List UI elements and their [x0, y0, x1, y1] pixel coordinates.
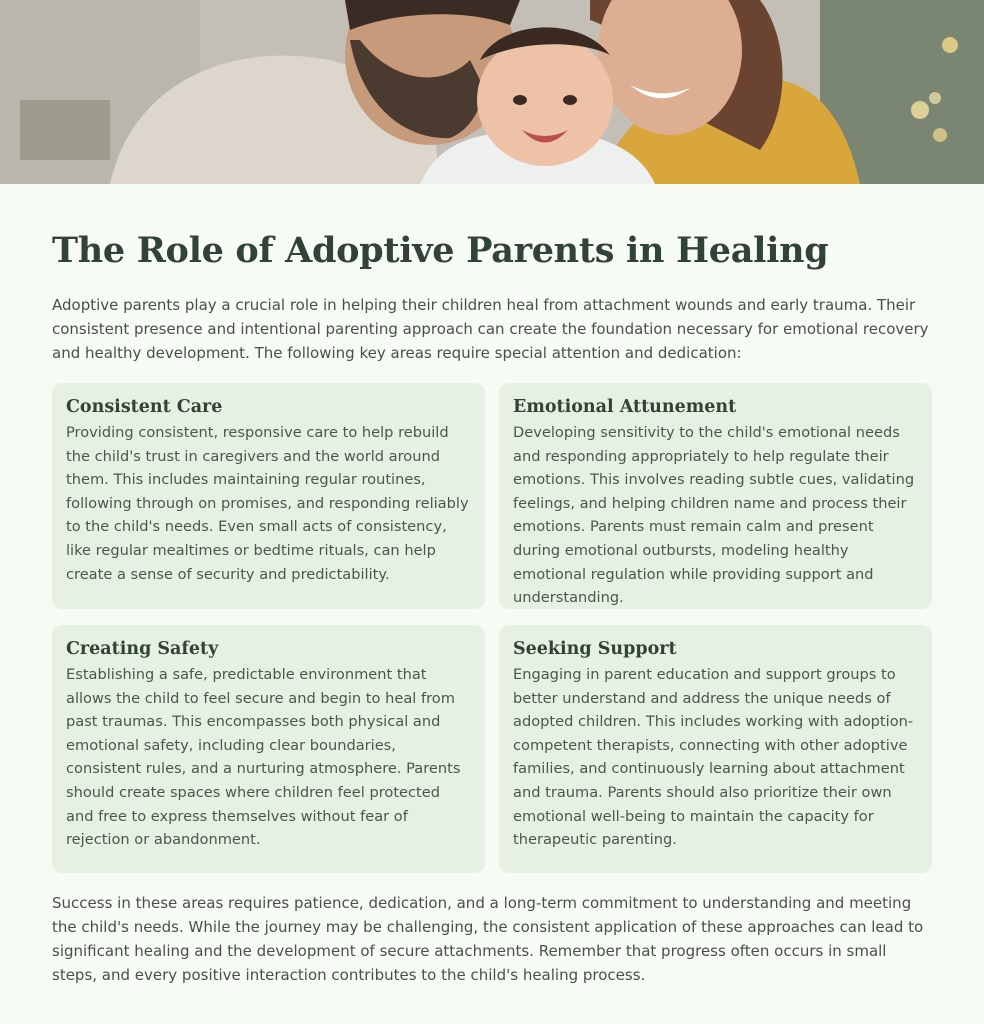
hero-family-photo [0, 0, 984, 184]
card-emotional-attunement [499, 383, 932, 609]
family-photo-image [0, 0, 984, 184]
card-seeking-support [499, 625, 932, 873]
card-body: Developing sensitivity to the child's emotional needs and responding appropriately to help regulate their emotions. This involves reading subtle cues, validating feelings, and helping children name and process their emotions. Parents must remain calm and present during emotional outbursts, modeling healthy emotional regulation while providing support and understanding. [513, 424, 915, 607]
card-body: Engaging in parent education and support groups to better understand and address the unique needs of adopted children. This includes working with adoption-competent therapists, connecting with other adoptive families, and continuously learning about attachment and trauma. Parents should also prioritize their own emotional well-being to maintain the capacity for therapeutic parenting. [513, 666, 914, 849]
card-consistent-care [52, 383, 485, 609]
card-title: Consistent Care [66, 397, 223, 417]
outro-paragraph: Success in these areas requires patience, dedication, and a long-term commitment to understanding and meeting the child's needs. While the journey may be challenging, the consistent application of these approaches can lead to significant healing and the development of secure attachments. Remember that progress often occurs in small steps, and every positive interaction contributes to the child's healing process. [52, 894, 924, 984]
card-creating-safety [52, 625, 485, 873]
card-title: Seeking Support [513, 639, 677, 659]
card-title: Creating Safety [66, 639, 219, 659]
card-body: Providing consistent, responsive care to help rebuild the child's trust in caregivers and the world around them. This includes maintaining regular routines, following through on promises, and responding reliably to the child's needs. Even small acts of consistency, like regular mealtimes or bedtime rituals, can help create a sense of security and predictability. [66, 424, 469, 583]
key-areas-grid [52, 383, 932, 873]
card-body: Establishing a safe, predictable environment that allows the child to feel secure and begin to heal from past traumas. This encompasses both physical and emotional safety, including clear boundaries, consistent rules, and a nurturing atmosphere. Parents should create spaces where children feel protected and free to express themselves without fear of rejection or abandonment. [66, 666, 461, 849]
page-title: The Role of Adoptive Parents in Healing [52, 230, 829, 271]
main-content [0, 184, 984, 987]
card-title: Emotional Attunement [513, 397, 737, 417]
intro-paragraph: Adoptive parents play a crucial role in helping their children heal from attachment wounds and early trauma. Their consistent presence and intentional parenting approach can create the foundation necessary for emotional recovery and healthy development. The following key areas require special attention and dedication: [52, 296, 929, 362]
